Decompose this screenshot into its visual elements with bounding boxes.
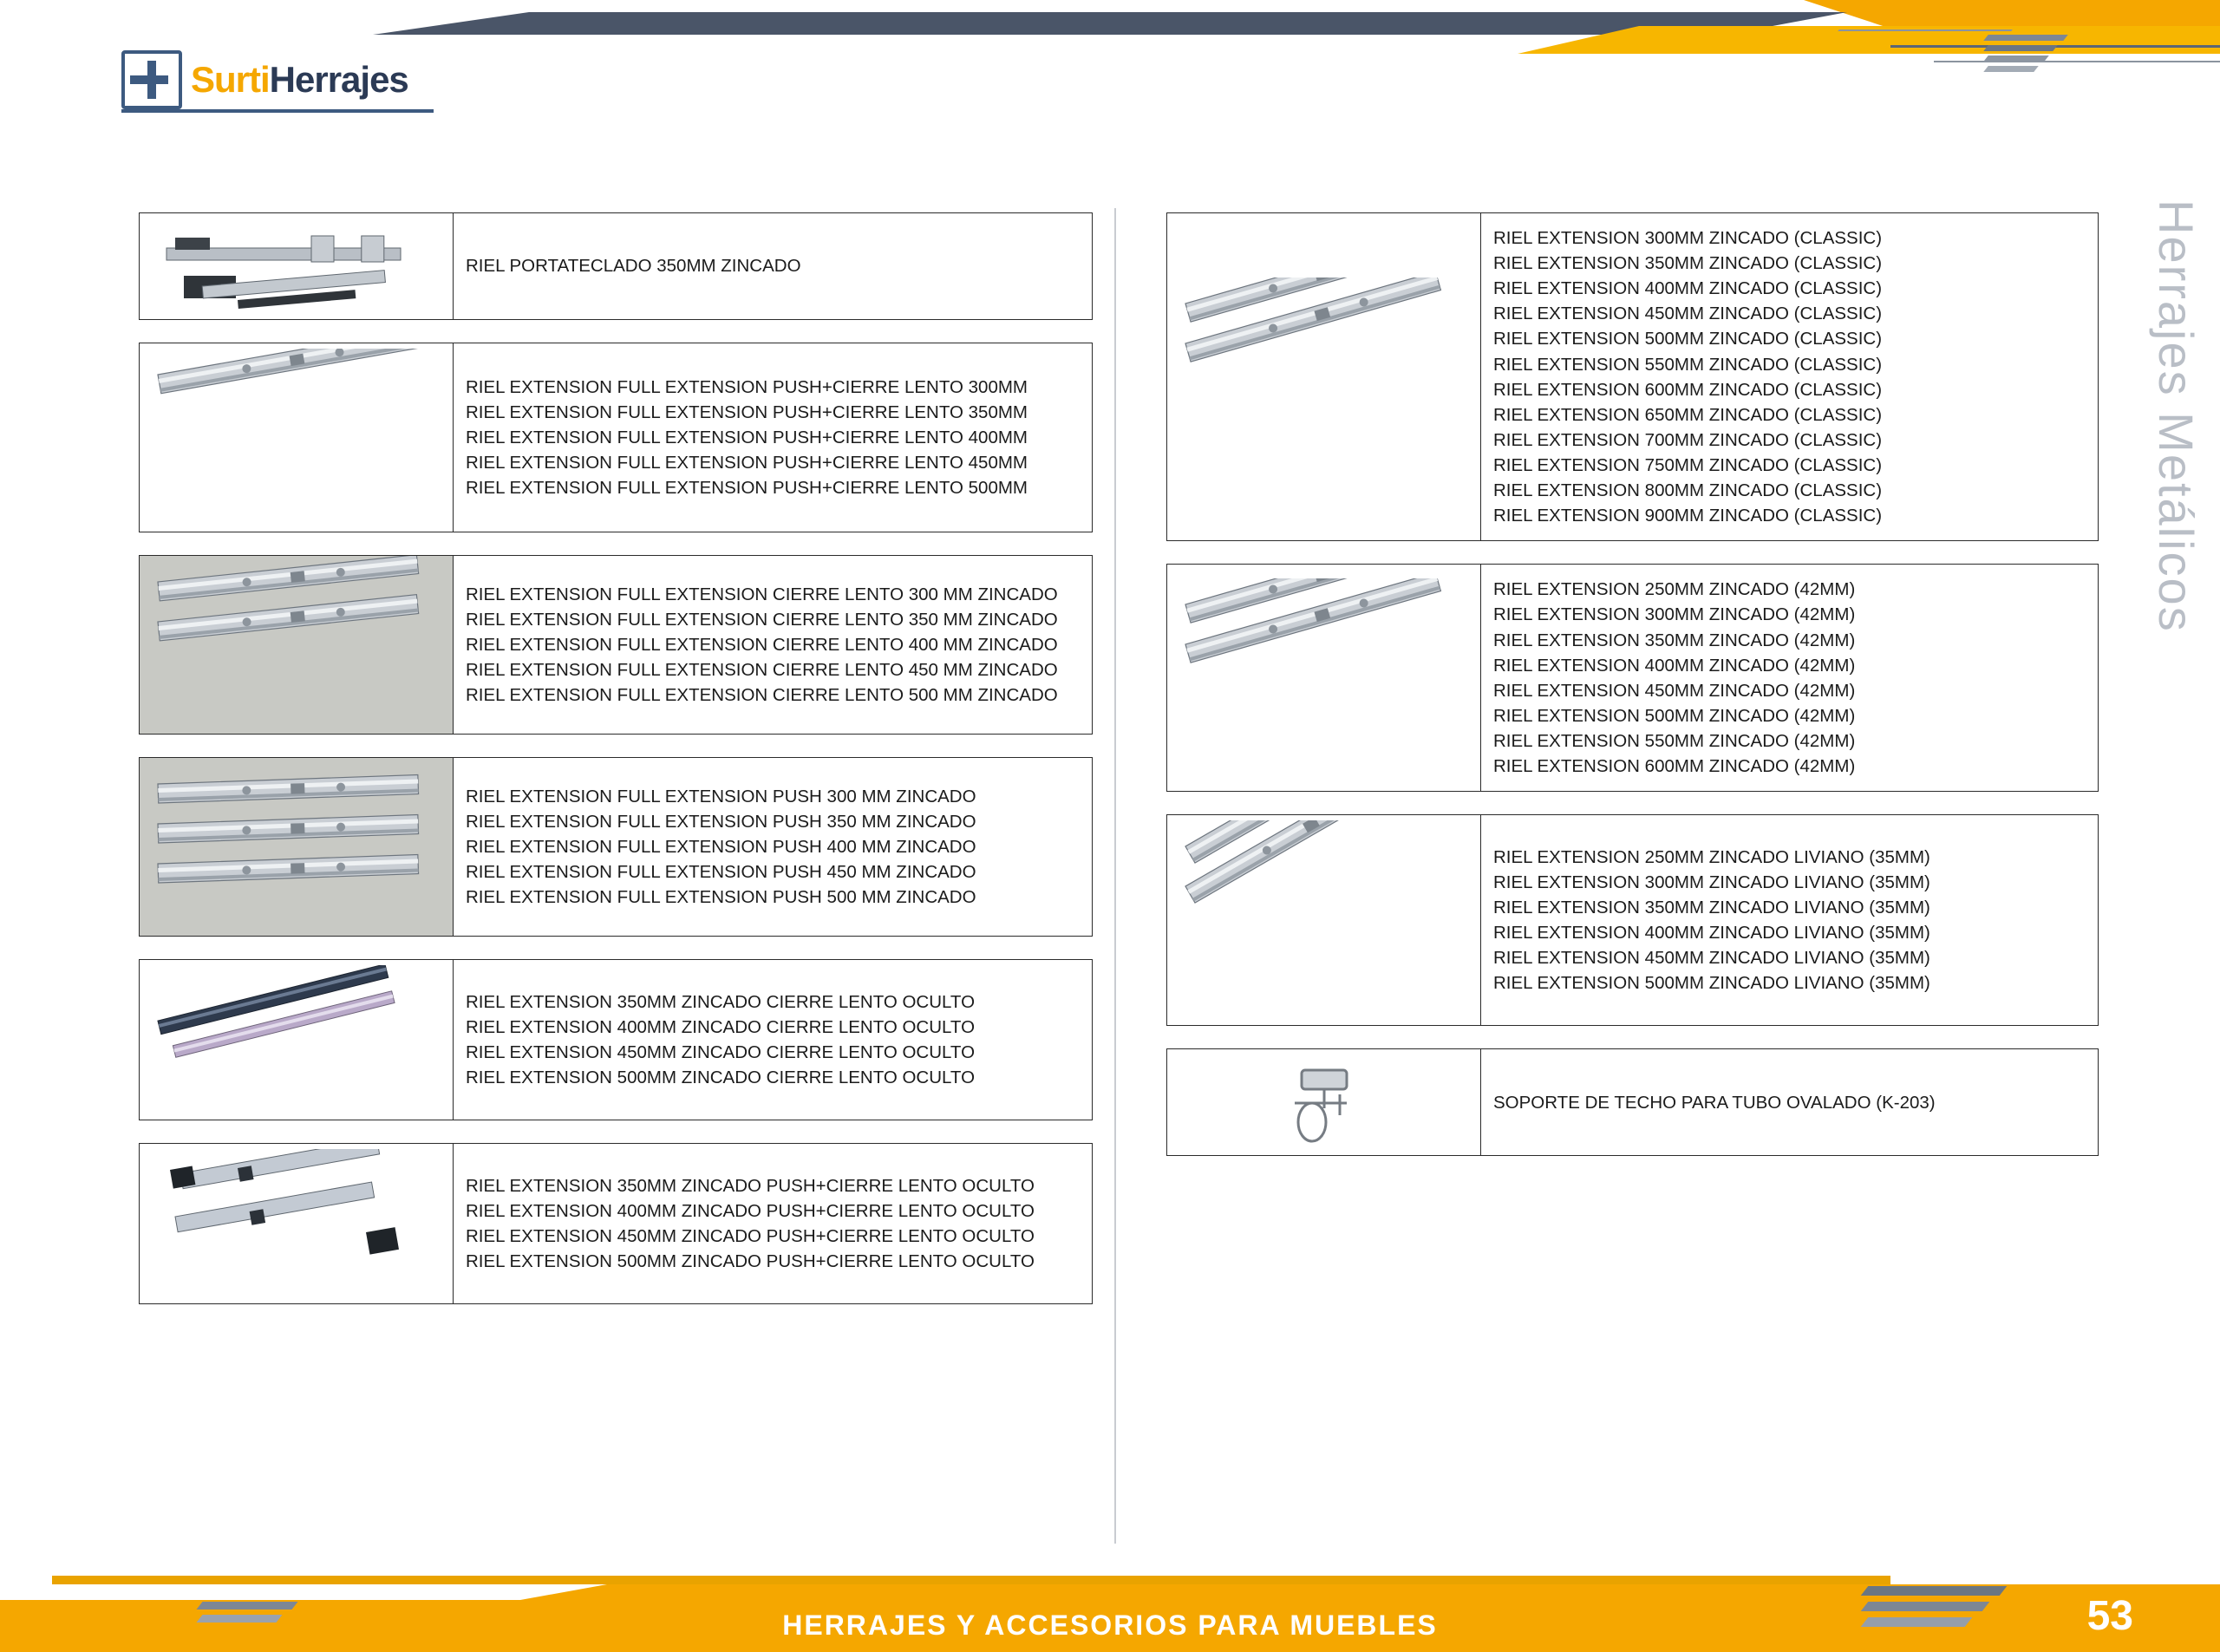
- product-description-list: [1481, 565, 2098, 791]
- riel-push-cierre-lento-oculto-image: [140, 1144, 454, 1303]
- product-column-right: [1166, 212, 2099, 1179]
- product-item: RIEL EXTENSION 400MM ZINCADO (CLASSIC): [1493, 278, 1883, 299]
- product-item: RIEL EXTENSION FULL EXTENSION PUSH 500 MM ZINCADO: [466, 887, 976, 908]
- product-block: [139, 555, 1093, 735]
- section-title-vertical: Herrajes Metálicos: [2149, 199, 2204, 633]
- product-description-list: [454, 343, 1092, 532]
- product-block: [1166, 564, 2099, 792]
- product-block: [139, 212, 1093, 320]
- product-description-list: [454, 213, 1092, 319]
- product-item: RIEL EXTENSION FULL EXTENSION PUSH+CIERRE LENTO 450MM: [466, 453, 1028, 473]
- product-item: RIEL EXTENSION 900MM ZINCADO (CLASSIC): [1493, 506, 1883, 526]
- soporte-techo-tubo-ovalado-image: [1167, 1049, 1481, 1155]
- product-item: RIEL EXTENSION 450MM ZINCADO CIERRE LENTO OCULTO: [466, 1042, 976, 1062]
- header-rule-2: [1934, 61, 2220, 62]
- product-item: RIEL EXTENSION 500MM ZINCADO PUSH+CIERRE LENTO OCULTO: [466, 1251, 1035, 1272]
- riel-portateclado-image: [140, 213, 454, 319]
- product-item: RIEL EXTENSION 500MM ZINCADO (42MM): [1493, 705, 1856, 726]
- product-item: RIEL EXTENSION FULL EXTENSION CIERRE LENTO 500 MM ZINCADO: [466, 685, 1058, 706]
- brand-underline: [121, 109, 434, 113]
- product-item: RIEL EXTENSION 500MM ZINCADO LIVIANO (35MM): [1493, 973, 1930, 994]
- product-item: RIEL EXTENSION 550MM ZINCADO (42MM): [1493, 730, 1856, 751]
- product-description-list: [454, 556, 1092, 734]
- product-item: RIEL EXTENSION 450MM ZINCADO LIVIANO (35MM): [1493, 948, 1930, 969]
- page-number: 53: [2086, 1593, 2133, 1639]
- product-item: RIEL EXTENSION 350MM ZINCADO PUSH+CIERRE LENTO OCULTO: [466, 1175, 1035, 1196]
- product-item: RIEL EXTENSION FULL EXTENSION PUSH+CIERRE LENTO 350MM: [466, 402, 1028, 422]
- product-block: [139, 959, 1093, 1120]
- product-item: RIEL EXTENSION 600MM ZINCADO (42MM): [1493, 756, 1856, 777]
- product-item: RIEL EXTENSION 800MM ZINCADO (CLASSIC): [1493, 480, 1883, 501]
- product-description-list: [1481, 815, 2098, 1025]
- product-item: RIEL EXTENSION FULL EXTENSION PUSH 400 MM ZINCADO: [466, 836, 976, 857]
- product-item: RIEL EXTENSION 400MM ZINCADO (42MM): [1493, 655, 1856, 676]
- product-item: RIEL EXTENSION 400MM ZINCADO PUSH+CIERRE LENTO OCULTO: [466, 1200, 1035, 1221]
- riel-extension-classic-image: [1167, 213, 1481, 540]
- product-item: RIEL EXTENSION 250MM ZINCADO (42MM): [1493, 579, 1856, 600]
- product-item: RIEL EXTENSION 250MM ZINCADO LIVIANO (35MM): [1493, 846, 1930, 867]
- product-block: [1166, 212, 2099, 541]
- product-block: [1166, 1048, 2099, 1156]
- product-item: RIEL EXTENSION 350MM ZINCADO LIVIANO (35MM): [1493, 898, 1930, 918]
- riel-extension-liviano-35mm-image: [1167, 815, 1481, 1025]
- product-item: RIEL EXTENSION 700MM ZINCADO (CLASSIC): [1493, 429, 1883, 450]
- product-item: RIEL EXTENSION 650MM ZINCADO (CLASSIC): [1493, 404, 1883, 425]
- product-item: RIEL EXTENSION 500MM ZINCADO (CLASSIC): [1493, 329, 1883, 349]
- product-item: RIEL EXTENSION FULL EXTENSION CIERRE LENTO 300 MM ZINCADO: [466, 584, 1058, 604]
- footer-accent-line: [52, 1576, 1890, 1584]
- product-item: RIEL PORTATECLADO 350MM ZINCADO: [466, 256, 801, 277]
- product-column-left: [139, 212, 1093, 1327]
- product-item: RIEL EXTENSION 400MM ZINCADO CIERRE LENTO OCULTO: [466, 1016, 976, 1037]
- product-item: RIEL EXTENSION 300MM ZINCADO (CLASSIC): [1493, 228, 1883, 248]
- brand-name-part2: Herrajes: [269, 59, 408, 100]
- product-item: RIEL EXTENSION 450MM ZINCADO (42MM): [1493, 680, 1856, 701]
- product-item: RIEL EXTENSION 600MM ZINCADO (CLASSIC): [1493, 379, 1883, 400]
- product-block: [139, 343, 1093, 532]
- product-item: RIEL EXTENSION FULL EXTENSION PUSH+CIERRE LENTO 500MM: [466, 478, 1028, 499]
- product-description-list: [1481, 213, 2098, 540]
- riel-extension-push-cierre-lento-image: [140, 343, 454, 532]
- page-footer: [0, 1513, 2220, 1652]
- product-item: RIEL EXTENSION 350MM ZINCADO (42MM): [1493, 630, 1856, 650]
- product-item: RIEL EXTENSION 400MM ZINCADO LIVIANO (35MM): [1493, 923, 1930, 944]
- riel-cierre-lento-oculto-image: [140, 960, 454, 1120]
- product-item: RIEL EXTENSION 350MM ZINCADO (CLASSIC): [1493, 253, 1883, 274]
- riel-extension-42mm-image: [1167, 565, 1481, 791]
- product-item: RIEL EXTENSION 350MM ZINCADO CIERRE LENTO OCULTO: [466, 991, 976, 1012]
- product-item: RIEL EXTENSION 300MM ZINCADO LIVIANO (35MM): [1493, 872, 1930, 892]
- riel-extension-push-image: [140, 758, 454, 936]
- brand-name: [191, 59, 408, 101]
- product-item: RIEL EXTENSION FULL EXTENSION PUSH+CIERRE LENTO 400MM: [466, 427, 1028, 447]
- product-item: RIEL EXTENSION 500MM ZINCADO CIERRE LENTO OCULTO: [466, 1068, 976, 1088]
- product-description-list: [454, 960, 1092, 1120]
- product-description-list: [454, 1144, 1092, 1303]
- footer-tagline: HERRAJES Y ACCESORIOS PARA MUEBLES: [782, 1610, 1438, 1641]
- product-item: RIEL EXTENSION 450MM ZINCADO (CLASSIC): [1493, 304, 1883, 324]
- product-block: [139, 1143, 1093, 1304]
- product-item: RIEL EXTENSION FULL EXTENSION PUSH 300 MM ZINCADO: [466, 786, 976, 806]
- product-item: RIEL EXTENSION FULL EXTENSION PUSH 450 MM ZINCADO: [466, 862, 976, 883]
- product-item: RIEL EXTENSION FULL EXTENSION CIERRE LENTO 400 MM ZINCADO: [466, 634, 1058, 655]
- product-item: RIEL EXTENSION FULL EXTENSION PUSH 350 MM ZINCADO: [466, 811, 976, 832]
- product-block: [139, 757, 1093, 937]
- column-divider: [1114, 208, 1116, 1544]
- product-item: RIEL EXTENSION 550MM ZINCADO (CLASSIC): [1493, 354, 1883, 375]
- product-item: RIEL EXTENSION 450MM ZINCADO PUSH+CIERRE LENTO OCULTO: [466, 1226, 1035, 1246]
- product-item: RIEL EXTENSION 300MM ZINCADO (42MM): [1493, 604, 1856, 625]
- product-item: RIEL EXTENSION 750MM ZINCADO (CLASSIC): [1493, 454, 1883, 475]
- product-item: RIEL EXTENSION FULL EXTENSION CIERRE LENTO 350 MM ZINCADO: [466, 609, 1058, 630]
- product-item: SOPORTE DE TECHO PARA TUBO OVALADO (K-203): [1493, 1092, 1936, 1113]
- product-description-list: [1481, 1049, 2098, 1155]
- brand-name-part1: Surti: [191, 59, 270, 100]
- riel-extension-cierre-lento-image: [140, 556, 454, 734]
- product-item: RIEL EXTENSION FULL EXTENSION PUSH+CIERRE LENTO 300MM: [466, 376, 1028, 397]
- header-rule-3: [1838, 29, 2013, 31]
- header-stripes-decor: [1986, 35, 2066, 76]
- brand-logo[interactable]: [121, 50, 408, 109]
- product-item: RIEL EXTENSION FULL EXTENSION CIERRE LENTO 450 MM ZINCADO: [466, 660, 1058, 681]
- product-description-list: [454, 758, 1092, 936]
- product-block: [1166, 814, 2099, 1026]
- surtiherrajes-logo-icon: [121, 50, 182, 109]
